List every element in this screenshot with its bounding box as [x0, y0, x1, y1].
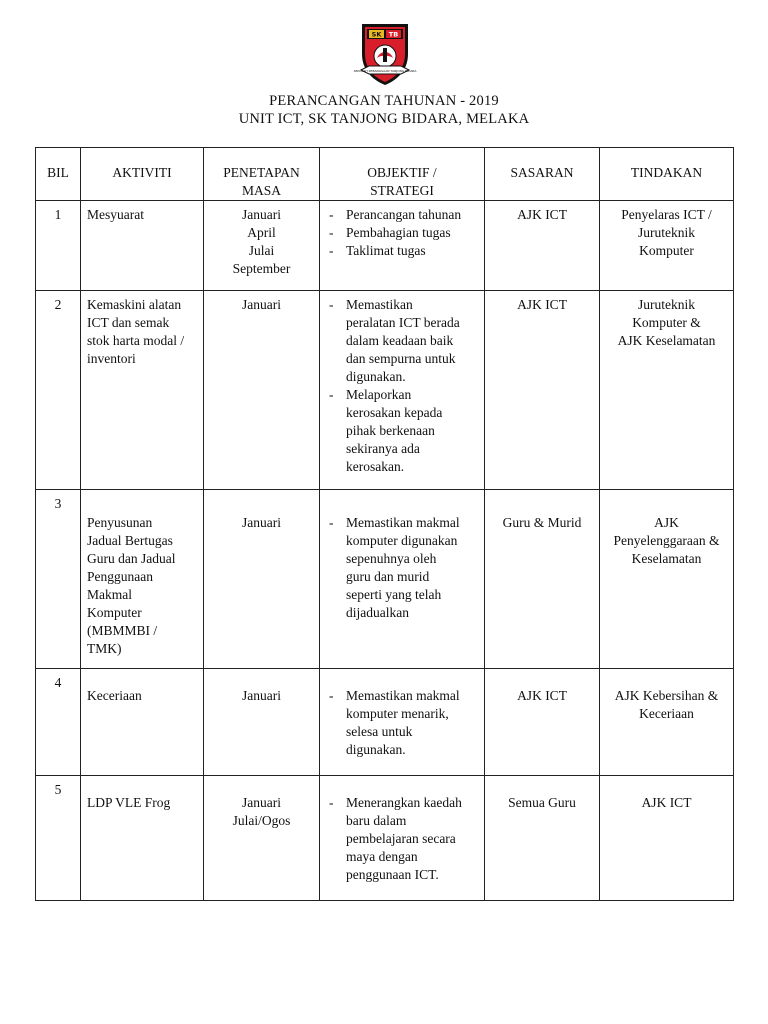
cell-bil: 1: [36, 201, 81, 291]
cell-tindakan-line: AJK ICT: [641, 795, 692, 810]
objektif-item: [346, 224, 480, 242]
cell-masa: [204, 490, 320, 669]
cell-sasaran: Guru & Murid: [485, 490, 600, 669]
objektif-line: - Memastikan makmal: [346, 515, 460, 530]
objektif-line: kerosakan kepada: [346, 405, 443, 420]
objektif-line: pihak berkenaan: [346, 423, 435, 438]
cell-tindakan-line: Komputer &: [632, 315, 701, 330]
cell-tindakan-line: Penyelaras ICT /: [621, 207, 712, 222]
objektif-line: - Memastikan: [346, 297, 413, 312]
objektif-line: kerosakan.: [346, 459, 405, 474]
svg-text:SEKOLAH KEBANGSAAN TANJONG BID: SEKOLAH KEBANGSAAN TANJONG BIDARA: [353, 69, 417, 73]
objektif-line: - Melaporkan: [346, 387, 412, 402]
cell-aktiviti-line: Makmal: [87, 587, 132, 602]
objektif-line: seperti yang telah: [346, 587, 442, 602]
objektif-line: penggunaan ICT.: [346, 867, 439, 882]
cell-masa-line: Januari: [242, 207, 281, 222]
svg-text:SK: SK: [371, 30, 382, 39]
objektif-line: - Taklimat tugas: [346, 243, 426, 258]
cell-masa-line: Januari: [242, 688, 281, 703]
cell-objektif: [320, 669, 485, 776]
cell-tindakan: [600, 291, 734, 490]
header-line: OBJEKTIF /: [367, 165, 437, 180]
objektif-list: [320, 296, 484, 476]
annual-plan-table: [35, 147, 734, 901]
cell-aktiviti-line: ICT dan semak: [87, 315, 170, 330]
objektif-line: guru dan murid: [346, 569, 430, 584]
cell-bil: 4: [36, 669, 81, 776]
cell-tindakan: [600, 669, 734, 776]
table-row: [36, 669, 734, 776]
objektif-item: [346, 386, 480, 476]
cell-masa-line: April: [247, 225, 276, 240]
cell-tindakan-line: AJK Kebersihan &: [614, 688, 719, 703]
title-line-1: PERANCANGAN TAHUNAN - 2019: [269, 93, 499, 109]
objektif-line: - Perancangan tahunan: [346, 207, 462, 222]
objektif-line: - Pembahagian tugas: [346, 225, 451, 240]
cell-tindakan: [600, 490, 734, 669]
cell-aktiviti-line: Penyusunan: [87, 515, 153, 530]
objektif-line: dijadualkan: [346, 605, 409, 620]
svg-text:TB: TB: [388, 30, 399, 39]
cell-masa-line: Januari: [242, 515, 281, 530]
table-row: [36, 201, 734, 291]
cell-objektif: [320, 490, 485, 669]
objektif-item: [346, 794, 480, 884]
objektif-line: - Menerangkan kaedah: [346, 795, 462, 810]
table-row: [36, 776, 734, 901]
header-aktiviti: AKTIVITI: [81, 148, 204, 201]
objektif-line: sekiranya ada: [346, 441, 420, 456]
cell-sasaran: Semua Guru: [485, 776, 600, 901]
cell-sasaran: AJK ICT: [485, 201, 600, 291]
cell-bil: 5: [36, 776, 81, 901]
cell-masa-line: Julai: [248, 243, 275, 258]
cell-masa: [204, 669, 320, 776]
cell-objektif: [320, 201, 485, 291]
cell-tindakan: [600, 776, 734, 901]
cell-tindakan-line: AJK Keselamatan: [617, 333, 716, 348]
cell-aktiviti: [81, 201, 204, 291]
table-row: [36, 490, 734, 669]
header-line: STRATEGI: [370, 183, 434, 198]
cell-tindakan-line: Penyelenggaraan &: [613, 533, 720, 548]
cell-masa-line: September: [232, 261, 291, 276]
cell-aktiviti-line: Komputer: [87, 605, 142, 620]
objektif-line: dalam keadaan baik: [346, 333, 454, 348]
cell-aktiviti-line: Penggunaan: [87, 569, 153, 584]
objektif-line: baru dalam: [346, 813, 407, 828]
cell-objektif: [320, 776, 485, 901]
objektif-list: [320, 794, 484, 884]
cell-bil: 3: [36, 490, 81, 669]
objektif-line: peralatan ICT berada: [346, 315, 460, 330]
cell-aktiviti: [81, 490, 204, 669]
table-header-row: [36, 148, 734, 201]
header-tindakan: TINDAKAN: [600, 148, 734, 201]
cell-tindakan-line: Keselamatan: [631, 551, 702, 566]
cell-sasaran: AJK ICT: [485, 669, 600, 776]
header-bil: BIL: [36, 148, 81, 201]
header-penetapan-masa: [204, 148, 320, 201]
cell-tindakan-line: Komputer: [639, 243, 694, 258]
objektif-item: [346, 687, 480, 759]
objektif-line: selesa untuk: [346, 724, 413, 739]
objektif-line: sepenuhnya oleh: [346, 551, 437, 566]
cell-objektif: [320, 291, 485, 490]
objektif-item: [346, 296, 480, 386]
title-line-2: UNIT ICT, SK TANJONG BIDARA, MELAKA: [238, 111, 530, 127]
cell-tindakan: [600, 201, 734, 291]
document-title: [0, 92, 768, 128]
objektif-line: maya dengan: [346, 849, 418, 864]
cell-masa: [204, 201, 320, 291]
cell-aktiviti-line: Kemaskini alatan: [87, 297, 182, 312]
objektif-line: digunakan.: [346, 369, 406, 384]
cell-masa-line: Januari: [242, 297, 281, 312]
cell-masa: [204, 776, 320, 901]
cell-aktiviti: [81, 291, 204, 490]
cell-aktiviti-line: Keceriaan: [87, 688, 142, 703]
objektif-item: [346, 514, 480, 622]
objektif-list: [320, 687, 484, 759]
cell-bil: 2: [36, 291, 81, 490]
cell-aktiviti-line: Jadual Bertugas: [87, 533, 173, 548]
cell-tindakan-line: AJK: [654, 515, 679, 530]
objektif-line: - Memastikan makmal: [346, 688, 460, 703]
objektif-list: [320, 514, 484, 622]
objektif-line: dan sempurna untuk: [346, 351, 456, 366]
cell-masa: [204, 291, 320, 490]
cell-aktiviti-line: LDP VLE Frog: [87, 795, 171, 810]
cell-aktiviti-line: inventori: [87, 351, 136, 366]
cell-aktiviti-line: Guru dan Jadual: [87, 551, 176, 566]
header-objektif-strategi: [320, 148, 485, 201]
cell-tindakan-line: Juruteknik: [638, 225, 695, 240]
objektif-item: [346, 206, 480, 224]
cell-aktiviti: [81, 669, 204, 776]
cell-tindakan-line: Keceriaan: [639, 706, 694, 721]
cell-masa-line: Januari: [242, 795, 281, 810]
objektif-item: [346, 242, 480, 260]
cell-aktiviti-line: (MBMMBI /: [87, 623, 158, 638]
objektif-line: pembelajaran secara: [346, 831, 456, 846]
objektif-line: komputer digunakan: [346, 533, 458, 548]
objektif-list: [320, 206, 484, 260]
objektif-line: digunakan.: [346, 742, 406, 757]
cell-sasaran: AJK ICT: [485, 291, 600, 490]
cell-aktiviti-line: TMK): [87, 641, 122, 656]
table-row: [36, 291, 734, 490]
cell-aktiviti: [81, 776, 204, 901]
cell-tindakan-line: Juruteknik: [638, 297, 695, 312]
cell-masa-line: Julai/Ogos: [232, 813, 291, 828]
objektif-line: komputer menarik,: [346, 706, 449, 721]
header-sasaran: SASARAN: [485, 148, 600, 201]
header-line: PENETAPAN: [223, 165, 300, 180]
cell-aktiviti-line: stok harta modal /: [87, 333, 185, 348]
header-line: MASA: [241, 183, 281, 198]
school-crest-logo: [353, 20, 417, 86]
cell-aktiviti-line: Mesyuarat: [87, 207, 144, 222]
